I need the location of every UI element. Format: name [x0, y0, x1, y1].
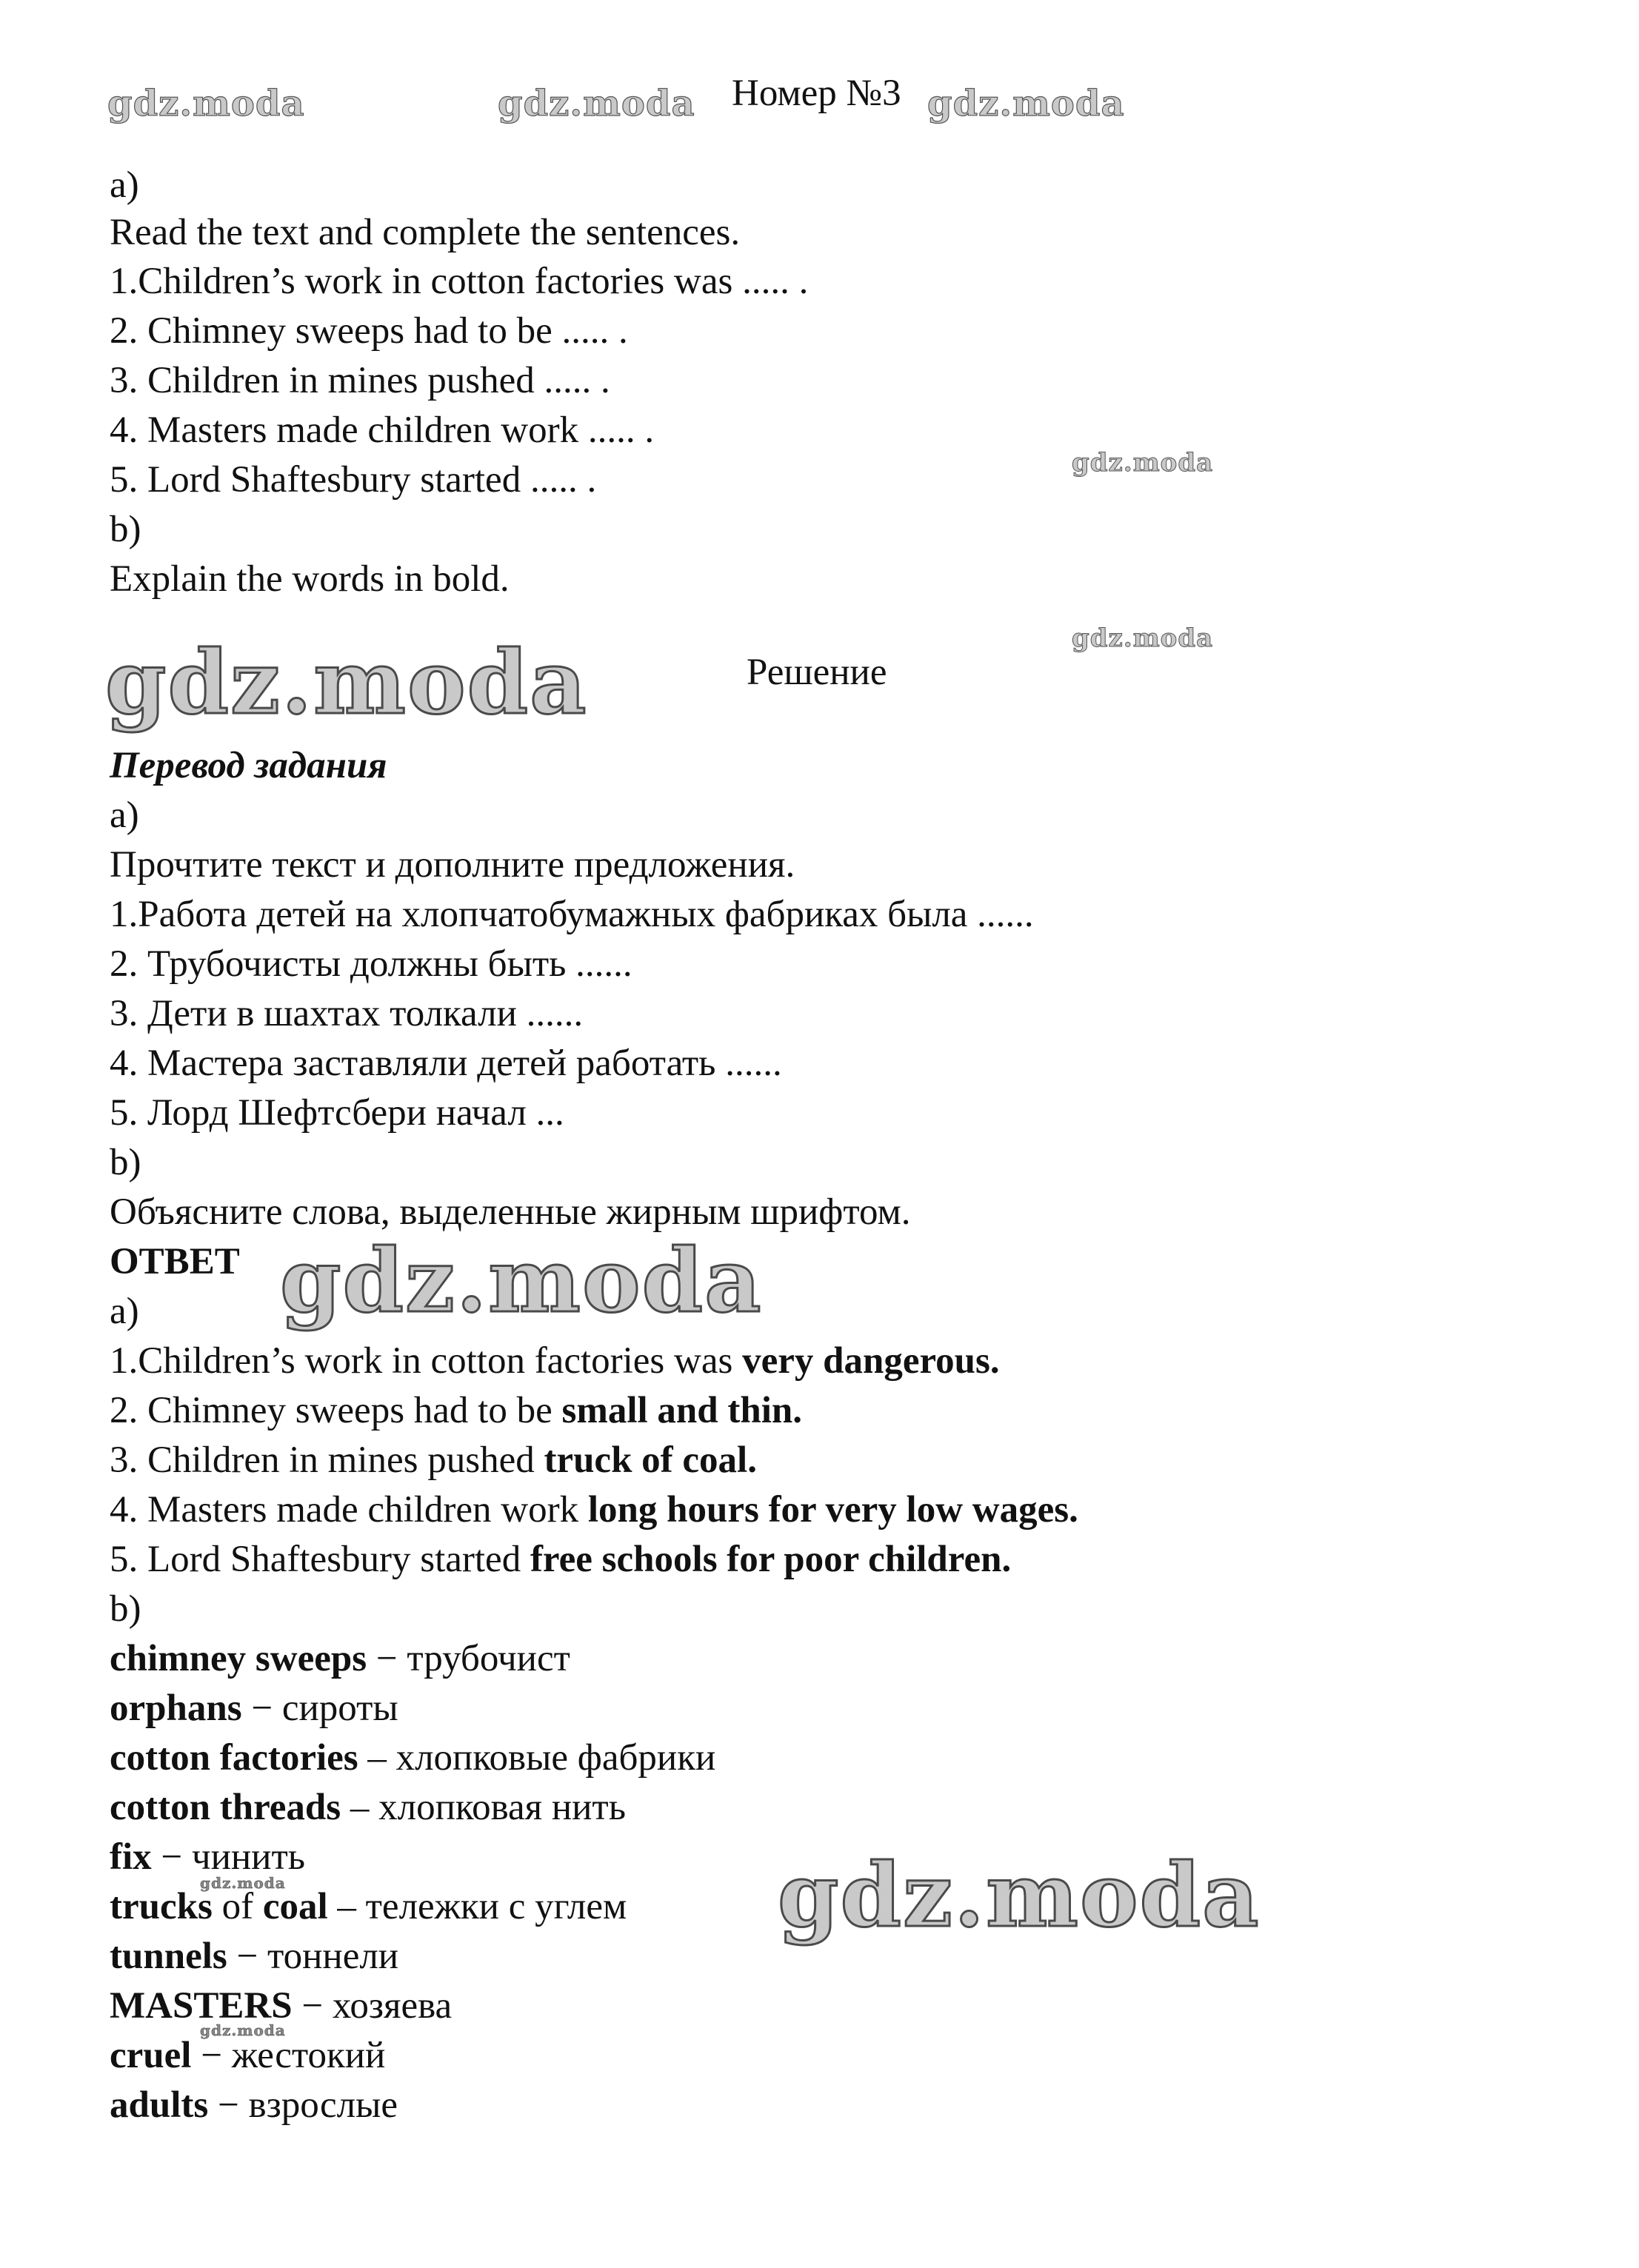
part-b-label: b): [110, 1588, 141, 1630]
answer-prefix: 5. Lord Shaftesbury started: [110, 1539, 530, 1580]
solution-heading: Решение: [747, 652, 887, 693]
answer-item: [110, 1537, 1011, 1582]
vocab-term: tunnels: [110, 1936, 227, 1977]
answer-prefix: 1.Children’s work in cotton factories was: [110, 1340, 743, 1382]
task-instruction: Explain the words in bold.: [110, 558, 510, 600]
watermark-logo: gdz.moda: [498, 83, 695, 124]
vocab-translation: хлопковые фабрики: [395, 1737, 716, 1779]
vocab-translation: жестокий: [231, 2035, 386, 2076]
answer-heading: [110, 1240, 240, 1284]
translation-instruction: Объясните слова, выделенные жирным шрифтом.: [110, 1191, 911, 1233]
vocab-separator: −: [208, 2084, 249, 2126]
answer-prefix: 2. Chimney sweeps had to be: [110, 1390, 562, 1431]
vocab-item: [110, 1884, 627, 1929]
watermark-logo: gdz.moda: [1072, 448, 1214, 478]
vocab-translation: тоннели: [267, 1936, 399, 1977]
vocab-separator: −: [367, 1638, 407, 1679]
task-sentence: 3. Children in mines pushed ..... .: [110, 360, 610, 401]
translation-sentence: 2. Трубочисты должны быть ......: [110, 943, 632, 985]
vocab-separator: −: [227, 1936, 267, 1977]
translation-instruction: Прочтите текст и дополните предложения.: [110, 844, 795, 886]
answer-item: [110, 1388, 802, 1433]
vocab-separator: −: [241, 1687, 282, 1729]
answer-text: very dangerous.: [742, 1340, 1000, 1382]
vocab-item: [110, 2083, 398, 2127]
vocab-term: cotton factories: [110, 1737, 358, 1779]
answer-text: truck of coal.: [544, 1439, 757, 1481]
translation-sentence: 4. Мастера заставляли детей работать ......: [110, 1043, 782, 1084]
answer-prefix: 3. Children in mines pushed: [110, 1439, 544, 1481]
vocab-item: [110, 1934, 398, 1978]
answer-text: long hours for very low wages.: [587, 1489, 1078, 1531]
translation-sentence: 5. Лорд Шефтсбери начал ...: [110, 1092, 564, 1134]
vocab-item: [110, 2033, 385, 2078]
vocab-term: fix: [110, 1836, 152, 1878]
vocab-translation: хозяева: [332, 1985, 453, 2027]
vocab-item: [110, 1686, 398, 1730]
task-sentence: 1.Children’s work in cotton factories was ..... .: [110, 261, 809, 302]
vocab-translation: чинить: [191, 1836, 305, 1878]
watermark-logo: gdz.moda: [927, 83, 1125, 124]
watermark-logo: gdz.moda: [200, 1874, 286, 1892]
watermark-logo: gdz.moda: [105, 631, 588, 734]
task-number: Номер №3: [732, 73, 901, 114]
vocab-item: [110, 1984, 452, 2028]
vocab-separator: –: [327, 1886, 366, 1927]
part-b-label: b): [110, 1142, 141, 1183]
task-sentence: 2. Chimney sweeps had to be ..... .: [110, 310, 628, 352]
vocab-separator: −: [151, 1836, 192, 1878]
vocab-separator: –: [341, 1787, 379, 1828]
vocab-mid: of: [212, 1886, 263, 1927]
vocab-term: orphans: [110, 1687, 242, 1729]
vocab-separator: −: [292, 1985, 333, 2027]
vocab-item: [110, 1736, 715, 1780]
answer-text: small and thin.: [561, 1390, 803, 1431]
vocab-separator: –: [358, 1737, 396, 1779]
part-a-label: a): [110, 1291, 139, 1332]
translation-heading: Перевод задания: [110, 745, 387, 786]
vocab-item: [110, 1785, 626, 1830]
answer-item: [110, 1438, 757, 1482]
watermark-logo: gdz.moda: [200, 2021, 286, 2039]
vocab-translation: трубочист: [407, 1638, 570, 1679]
answer-text: free schools for poor children.: [530, 1539, 1012, 1580]
vocab-term: cruel: [110, 2035, 192, 2076]
vocab-translation: хлопковая нить: [378, 1787, 626, 1828]
translation-sentence: 1.Работа детей на хлопчатобумажных фабриках была ......: [110, 894, 1034, 935]
watermark-logo: gdz.moda: [280, 1229, 763, 1332]
vocab-item: [110, 1636, 570, 1681]
watermark-logo: gdz.moda: [778, 1844, 1261, 1947]
vocab-term: coal: [262, 1886, 328, 1927]
task-instruction: Read the text and complete the sentences.: [110, 212, 741, 253]
answer-prefix: 4. Masters made children work: [110, 1489, 588, 1531]
watermark-logo: gdz.moda: [1072, 623, 1214, 653]
vocab-separator: −: [191, 2035, 232, 2076]
vocab-translation: сироты: [281, 1687, 398, 1729]
vocab-term: MASTERS: [110, 1985, 293, 2027]
vocab-item: [110, 1835, 305, 1879]
watermark-logo: gdz.moda: [107, 83, 305, 124]
translation-sentence: 3. Дети в шахтах толкали ......: [110, 993, 584, 1034]
answer-heading-text: ОТВЕТ: [110, 1241, 240, 1282]
part-a-label: а): [110, 795, 139, 836]
answer-item: [110, 1488, 1078, 1532]
part-b-label: b): [110, 509, 141, 550]
vocab-translation: взрослые: [248, 2084, 398, 2126]
vocab-term: adults: [110, 2084, 209, 2126]
vocab-term: cotton threads: [110, 1787, 341, 1828]
task-sentence: 5. Lord Shaftesbury started ..... .: [110, 459, 597, 501]
vocab-translation: тележки с углем: [365, 1886, 627, 1927]
vocab-term: chimney sweeps: [110, 1638, 367, 1679]
part-a-label: a): [110, 164, 139, 206]
vocab-term: trucks: [110, 1886, 213, 1927]
answer-item: [110, 1339, 1000, 1383]
task-sentence: 4. Masters made children work ..... .: [110, 409, 655, 451]
